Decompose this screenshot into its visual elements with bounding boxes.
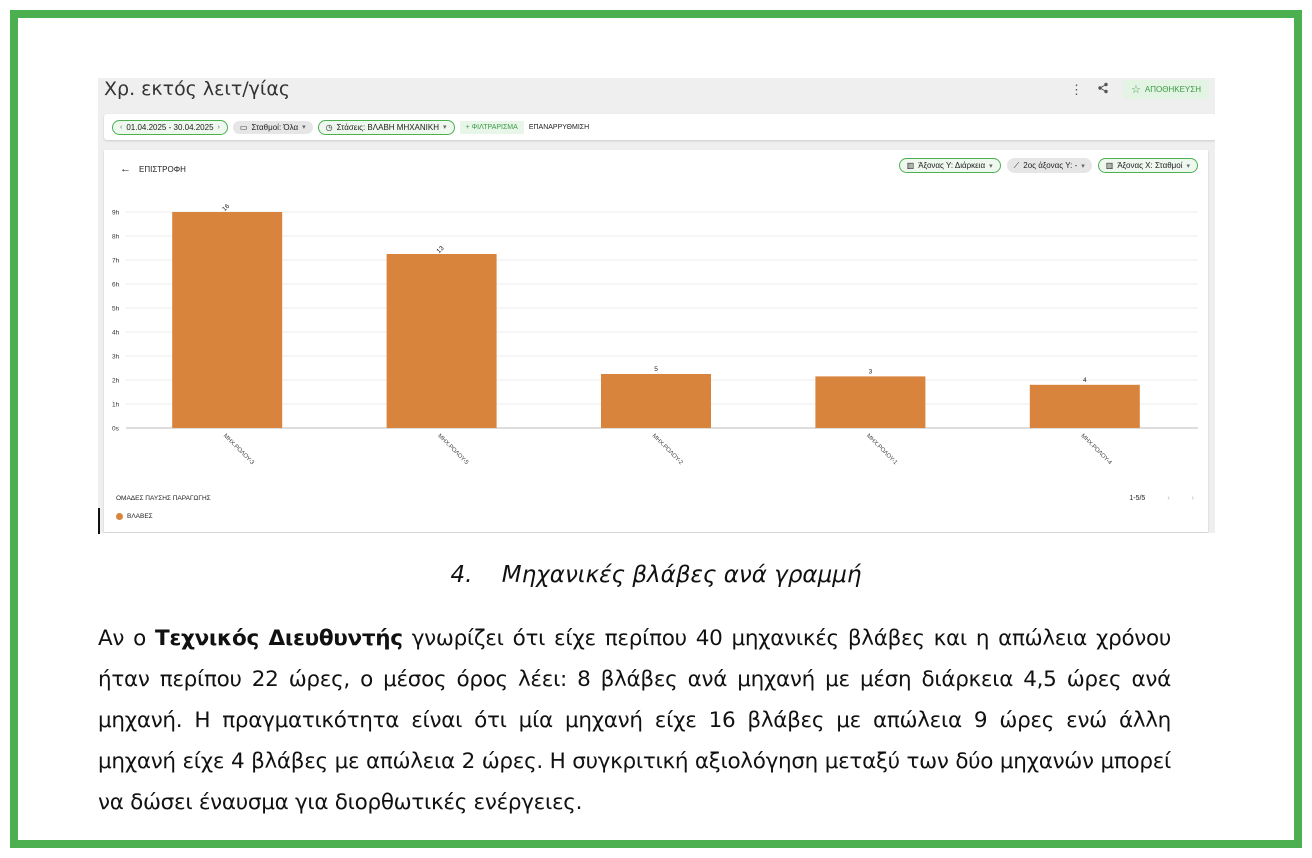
- y-tick-label: 8h: [112, 233, 120, 241]
- caret-down-icon: ▾: [1081, 162, 1085, 170]
- x-tick-label: ΜΗΧ.ΡΟΛΟΥ-5: [436, 433, 470, 467]
- y-tick-label: 1h: [112, 401, 120, 409]
- legend-item[interactable]: [116, 513, 153, 520]
- save-label: ΑΠΟΘΗΚΕΥΣΗ: [1144, 85, 1201, 94]
- data-label: 16: [221, 202, 232, 213]
- figure-caption: [0, 562, 1312, 588]
- pager-text: 1-5/5: [1129, 495, 1146, 502]
- chevron-left-icon[interactable]: ‹: [120, 123, 123, 131]
- date-range-label: 01.04.2025 - 30.04.2025: [126, 122, 214, 132]
- legend-label: ΒΛΑΒΕΣ: [127, 513, 153, 520]
- monitor-icon: ▭: [239, 122, 248, 132]
- plus-icon: +: [465, 123, 470, 131]
- data-label: 4: [1082, 376, 1087, 384]
- caret-down-icon: ▾: [443, 124, 447, 131]
- filter-bar: [104, 114, 1215, 140]
- bar: [387, 254, 497, 428]
- filtering-button[interactable]: [460, 121, 524, 134]
- bar: [601, 374, 711, 428]
- para-intro: Αν ο: [98, 626, 155, 651]
- para-rest: γνωρίζει ότι είχε περίπου 40 μηχανικές βλάβες και η απώλεια χρόνου ήταν περίπου 22 ώρες, ο μέσος όρος λέει: 8 βλάβες ανά μηχανή με μέση διάρκεια 4,5 ώρες ανά μηχανή. Η πραγματικότητα είναι ότι μία μηχανή είχε 16 βλάβες με απώλεια 9 ώρες ενώ άλλη μηχανή είχε 4 βλάβες με απώλεια 2 ώρες. Η συγκριτική αξιολόγηση μεταξύ των δύο μηχανών μπορεί να δώσει έναυσμα για διορθωτικές ενέργειες.: [98, 626, 1171, 815]
- y-tick-label: 3h: [112, 353, 120, 361]
- bar-chart-icon: ▥: [1105, 161, 1114, 170]
- date-range-chip[interactable]: [112, 120, 228, 135]
- share-icon[interactable]: [1097, 82, 1109, 97]
- chevron-right-icon[interactable]: ›: [217, 123, 220, 131]
- reset-button[interactable]: ΕΠΑΝΑΡΡΥΘΜΙΣΗ: [528, 123, 590, 131]
- data-label: 5: [654, 366, 658, 373]
- back-label: ΕΠΙΣΤΡΟΦΗ: [139, 164, 186, 174]
- y-tick-label: 9h: [112, 209, 120, 217]
- caret-down-icon: ▾: [302, 124, 306, 131]
- x-tick-label: ΜΗΧ.ΡΟΛΟΥ-3: [221, 433, 255, 467]
- bar: [1030, 385, 1140, 428]
- para-bold-role: Τεχνικός Διευθυντής: [154, 626, 403, 651]
- dashboard-screenshot: [98, 78, 1215, 533]
- data-label: 13: [435, 244, 446, 255]
- y-tick-label: 6h: [112, 281, 120, 289]
- filtering-label: ΦΙΛΤΡΑΡΙΣΜΑ: [471, 123, 518, 131]
- arrow-left-icon: ←: [120, 163, 131, 175]
- pager: [1129, 495, 1194, 502]
- chevron-left-icon[interactable]: ‹: [1167, 495, 1170, 502]
- legend-title: ΟΜΑΔΕΣ ΠΑΥΣΗΣ ΠΑΡΑΓΩΓΗΣ: [116, 495, 211, 502]
- more-vert-icon[interactable]: ⋮: [1070, 81, 1084, 97]
- save-button[interactable]: [1123, 80, 1209, 99]
- data-label: 3: [868, 368, 873, 376]
- stations-chip[interactable]: [233, 121, 313, 134]
- chevron-right-icon[interactable]: ›: [1191, 495, 1194, 502]
- stops-chip[interactable]: [318, 120, 455, 135]
- x-axis-label: Άξονας Χ: Σταθμοί: [1117, 161, 1183, 170]
- legend-swatch: [116, 513, 123, 520]
- star-icon: ☆: [1131, 84, 1141, 96]
- line-chart-icon: ⟋: [1013, 160, 1020, 170]
- y-tick-label: 2h: [112, 377, 120, 385]
- y-tick-label: 5h: [112, 305, 120, 313]
- clock-icon: ◷: [325, 122, 333, 132]
- bar-chart-icon: ▥: [906, 161, 915, 170]
- chart-card: [104, 150, 1208, 532]
- body-paragraph: [98, 618, 1171, 823]
- y-axis-label: Άξονας Υ: Διάρκεια: [918, 161, 986, 170]
- caret-down-icon: ▾: [1186, 162, 1190, 170]
- header-actions: [1070, 80, 1209, 99]
- stations-label: Σταθμοί: Όλα: [251, 122, 299, 132]
- caption-number: 4.: [450, 562, 473, 588]
- bar: [815, 376, 925, 428]
- y-tick-label: 0s: [112, 425, 119, 433]
- stops-label: Στάσεις: ΒΛΑΒΗ ΜΗΧΑΝΙΚΗ: [336, 122, 440, 132]
- text-cursor: [98, 508, 100, 534]
- caret-down-icon: ▾: [989, 162, 993, 170]
- bar-chart: [104, 150, 1208, 480]
- x-tick-label: ΜΗΧ.ΡΟΛΟΥ-2: [650, 433, 684, 467]
- y2-axis-label: 2ος άξονας Υ: -: [1023, 161, 1078, 170]
- x-tick-label: ΜΗΧ.ΡΟΛΟΥ-1: [864, 433, 899, 467]
- bar: [172, 212, 282, 428]
- y-tick-label: 7h: [112, 257, 120, 265]
- caption-text: Μηχανικές βλάβες ανά γραμμή: [501, 562, 862, 588]
- report-title: Χρ. εκτός λειτ/γίας: [104, 78, 291, 100]
- y-tick-label: 4h: [112, 329, 120, 337]
- x-tick-label: ΜΗΧ.ΡΟΛΟΥ-4: [1079, 433, 1113, 467]
